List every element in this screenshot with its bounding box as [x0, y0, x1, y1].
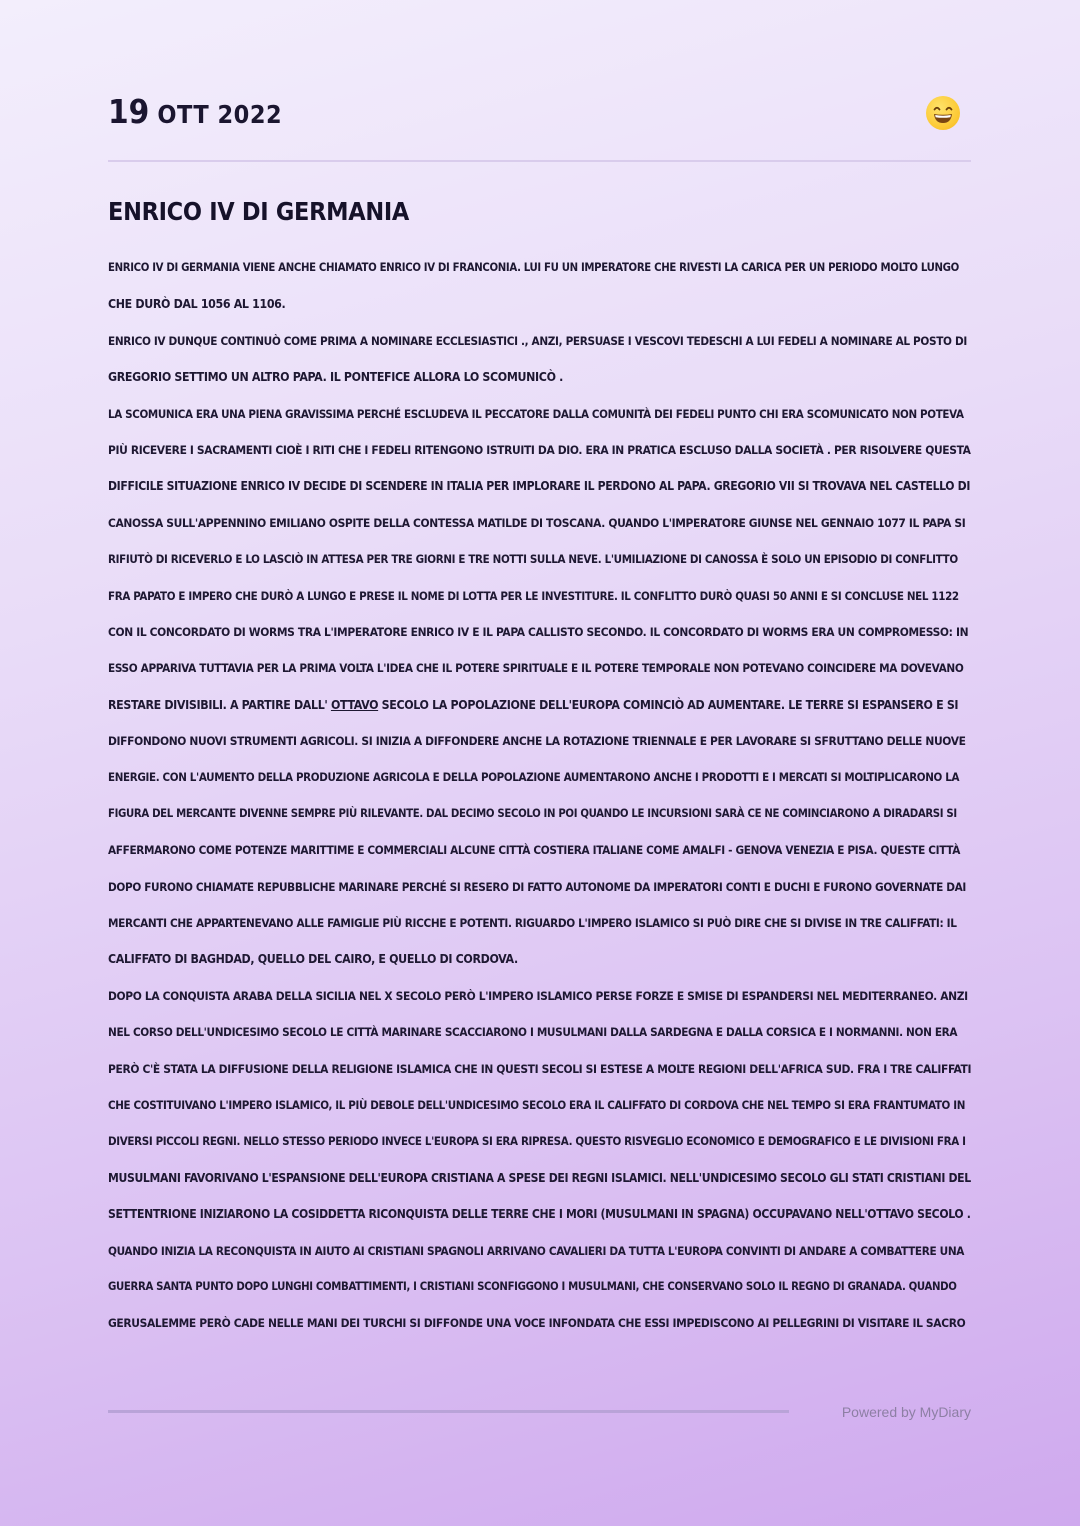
body-line: ESSO APPARIVA TUTTAVIA PER LA PRIMA VOLTA L'IDEA CHE IL POTERE SPIRITUALE E IL POTERE TEMPORALE NON POTEVANO COINCIDERE MA DOVEVANO — [108, 661, 964, 676]
footer-divider — [108, 1410, 789, 1413]
body-line: ENERGIE. CON L'AUMENTO DELLA PRODUZIONE AGRICOLA E DELLA POPOLAZIONE AUMENTARONO ANCHE I PRODOTTI E I MERCATI SI MOLTIPLICARONO LA — [108, 770, 960, 785]
body-line: AFFERMARONO COME POTENZE MARITTIME E COMMERCIALI ALCUNE CITTÀ COSTIERA ITALIANE COME AMALFI - GENOVA VENEZIA E PISA. QUESTE CITTÀ — [108, 843, 960, 858]
body-line: CALIFFATO DI BAGHDAD, QUELLO DEL CAIRO, E QUELLO DI CORDOVA. — [108, 952, 518, 967]
body-line: PERÒ C'È STATA LA DIFFUSIONE DELLA RELIGIONE ISLAMICA CHE IN QUESTI SECOLI SI ESTESE A MOLTE REGIONI DELL'AFRICA SUD. FRA I TRE CALIFFATI — [108, 1061, 972, 1076]
body-line: ENRICO IV DI GERMANIA VIENE ANCHE CHIAMATO ENRICO IV DI FRANCONIA. LUI FU UN IMPERATORE CHE RIVESTI LA CARICA PER UN PERIODO MOLTO LUNGO — [108, 261, 959, 274]
body-line: QUANDO INIZIA LA RECONQUISTA IN AIUTO AI CRISTIANI SPAGNOLI ARRIVANO CAVALIERI DA TUTTA L'EUROPA CONVINTI DI ANDARE A COMBATTERE UNA — [108, 1243, 965, 1258]
body-line: FIGURA DEL MERCANTE DIVENNE SEMPRE PIÙ RILEVANTE. DAL DECIMO SECOLO IN POI QUANDO LE INCURSIONI SARÀ CE NE COMINCIARONO A DIRADARSI SI — [108, 806, 957, 820]
body-line: MERCANTI CHE APPARTENEVANO ALLE FAMIGLIE PIÙ RICCHE E POTENTI. RIGUARDO L'IMPERO ISLAMICO SI PUÒ DIRE CHE SI DIVISE IN TRE CALIFFATI: IL — [108, 916, 957, 931]
body-line: CHE DURÒ DAL 1056 AL 1106. — [108, 297, 286, 312]
body-line: GREGORIO SETTIMO UN ALTRO PAPA. IL PONTEFICE ALLORA LO SCOMUNICÒ . — [108, 370, 563, 385]
body-line-part: SECOLO LA POPOLAZIONE DELL'EUROPA COMINCIÒ AD AUMENTARE. LE TERRE SI ESPANSERO E SI — [378, 697, 959, 712]
grinning-face-icon — [926, 96, 960, 130]
body-line-part: RESTARE DIVISIBILI. A PARTIRE DALL' — [108, 697, 331, 712]
body-line: FRA PAPATO E IMPERO CHE DURÒ A LUNGO E PRESE IL NOME DI LOTTA PER LE INVESTITURE. IL CONFLITTO DURÒ QUASI 50 ANNI E SI CONCLUSE NEL 1122 — [108, 588, 959, 603]
underlined-word: OTTAVO — [330, 697, 379, 712]
body-line: ENRICO IV DUNQUE CONTINUÒ COME PRIMA A NOMINARE ECCLESIASTICI ., ANZI, PERSUASE I VESCOVI TEDESCHI A LUI FEDELI A NOMINARE AL POSTO DI — [108, 333, 967, 348]
body-line: DIFFONDONO NUOVI STRUMENTI AGRICOLI. SI INIZIA A DIFFONDERE ANCHE LA ROTAZIONE TRIENNALE E PER LAVORARE SI SFRUTTANO DELLE NUOVE — [108, 734, 966, 749]
body-line: CHE COSTITUIVANO L'IMPERO ISLAMICO, IL PIÙ DEBOLE DELL'UNDICESIMO SECOLO ERA IL CALIFFATO DI CORDOVA CHE NEL TEMPO SI ERA FRANTUMATO IN — [108, 1097, 966, 1112]
body-line: DIVERSI PICCOLI REGNI. NELLO STESSO PERIODO INVECE L'EUROPA SI ERA RIPRESA. QUESTO RISVEGLIO ECONOMICO E DEMOGRAFICO E LE DIVISIONI FRA I — [108, 1134, 966, 1149]
body-line: SETTENTRIONE INIZIARONO LA COSIDDETTA RICONQUISTA DELLE TERRE CHE I MORI (MUSULMANI IN SPAGNA) OCCUPAVANO NELL'OTTAVO SECOLO . — [108, 1207, 971, 1222]
body-line: NEL CORSO DELL'UNDICESIMO SECOLO LE CITTÀ MARINARE SCACCIARONO I MUSULMANI DALLA SARDEGNA E DALLA CORSICA E I NORMANNI. NON ERA — [108, 1025, 958, 1040]
body-line: DOPO FURONO CHIAMATE REPUBBLICHE MARINARE PERCHÉ SI RESERO DI FATTO AUTONOME DA IMPERATORI CONTI E DUCHI E FURONO GOVERNATE DAI — [108, 879, 966, 894]
body-line: DOPO LA CONQUISTA ARABA DELLA SICILIA NEL X SECOLO PERÒ L'IMPERO ISLAMICO PERSE FORZE E SMISE DI ESPANDERSI NEL MEDITERRANEO. ANZI — [108, 988, 968, 1003]
body-line: GUERRA SANTA PUNTO DOPO LUNGHI COMBATTIMENTI, I CRISTIANI SCONFIGGONO I MUSULMANI, CHE CONSERVANO SOLO IL REGNO DI GRANADA. QUANDO — [108, 1279, 957, 1293]
body-line: DIFFICILE SITUAZIONE ENRICO IV DECIDE DI SCENDERE IN ITALIA PER IMPLORARE IL PERDONO AL PAPA. GREGORIO VII SI TROVAVA NEL CASTELLO DI — [108, 479, 971, 494]
body-line: MUSULMANI FAVORIVANO L'ESPANSIONE DELL'EUROPA CRISTIANA A SPESE DEI REGNI ISLAMICI. NELL'UNDICESIMO SECOLO GLI STATI CRISTIANI DEL — [108, 1170, 971, 1185]
header-divider — [108, 160, 971, 162]
date-day: 19 — [108, 92, 150, 131]
body-line: LA SCOMUNICA ERA UNA PIENA GRAVISSIMA PERCHÉ ESCLUDEVA IL PECCATORE DALLA COMUNITÀ DEI FEDELI PUNTO CHI ERA SCOMUNICATO NON POTEVA — [108, 406, 964, 421]
body-line: PIÙ RICEVERE I SACRAMENTI CIOÈ I RITI CHE I FEDELI RITENGONO ISTRUITI DA DIO. ERA IN PRATICA ESCLUSO DALLA SOCIETÀ . PER RISOLVERE QUESTA — [108, 442, 971, 457]
entry-title: ENRICO IV DI GERMANIA — [108, 197, 410, 226]
entry-body — [108, 250, 971, 1342]
body-line: GERUSALEMME PERÒ CADE NELLE MANI DEI TURCHI SI DIFFONDE UNA VOCE INFONDATA CHE ESSI IMPEDISCONO AI PELLEGRINI DI VISITARE IL SACRO — [108, 1316, 966, 1331]
body-line: CANOSSA SULL'APPENNINO EMILIANO OSPITE DELLA CONTESSA MATILDE DI TOSCANA. QUANDO L'IMPERATORE GIUNSE NEL GENNAIO 1077 IL PAPA SI — [108, 515, 966, 530]
date-month-year: OTT 2022 — [157, 100, 283, 129]
powered-by-label: Powered by MyDiary — [841, 1404, 971, 1420]
body-line — [108, 687, 971, 723]
body-line: RIFIUTÒ DI RICEVERLO E LO LASCIÒ IN ATTESA PER TRE GIORNI E TRE NOTTI SULLA NEVE. L'UMILIAZIONE DI CANOSSA È SOLO UN EPISODIO DI CONFLITTO — [108, 552, 958, 567]
entry-date — [108, 92, 282, 131]
body-line: CON IL CONCORDATO DI WORMS TRA L'IMPERATORE ENRICO IV E IL PAPA CALLISTO SECONDO. IL CONCORDATO DI WORMS ERA UN COMPROMESSO: IN — [108, 624, 969, 639]
